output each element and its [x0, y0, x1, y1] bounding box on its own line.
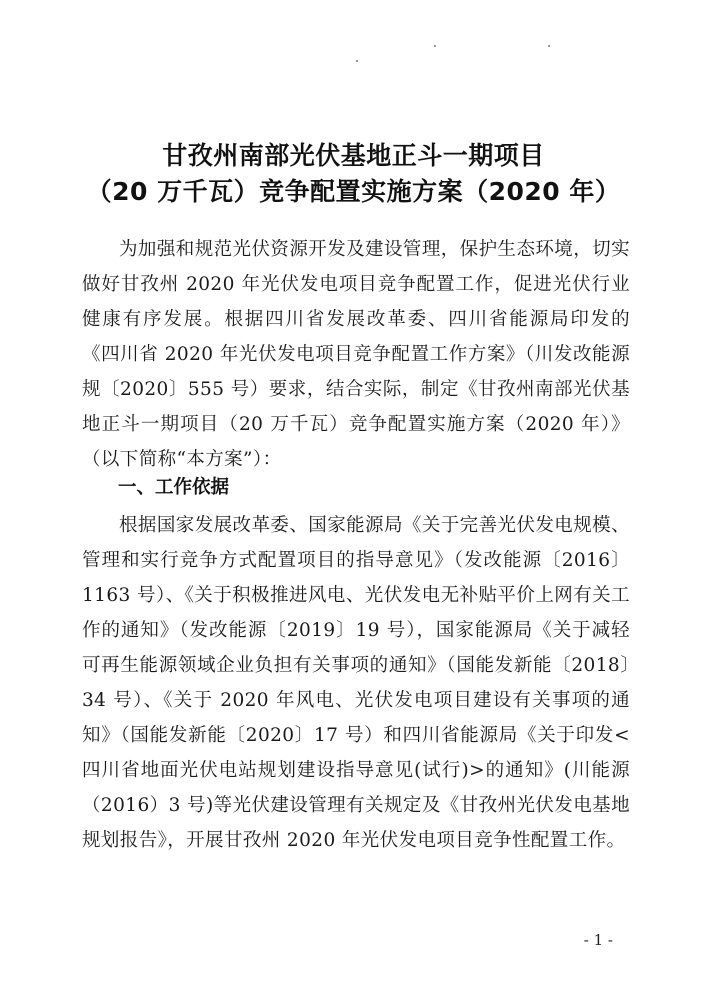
document-title-line-1: 甘孜州南部光伏基地正斗一期项目 [162, 141, 545, 170]
scan-speck [434, 45, 436, 47]
scan-speck [548, 45, 550, 47]
page-number: - 1 - [583, 931, 613, 949]
section-heading-work-basis: 一、工作依据 [118, 477, 230, 498]
document-title-line-2: （20 万千瓦）竞争配置实施方案（2020 年） [86, 177, 621, 206]
intro-paragraph: 为加强和规范光伏资源开发及建设管理，保护生态环境，切实做好甘孜州 2020 年光伏发电项目竞争配置工作，促进光伏行业健康有序发展。根据四川省发展改革委、四川省能源局印发的《四川省 2020 年光伏发电项目竞争配置工作方案》（川发改能源规〔2020〕555 号）要求，结合实际，制定《甘孜州南部光伏基地正斗一期项目（20 万千瓦）竞争配置实施方案（2020 年）》（以下简称“本方案”）： [82, 239, 630, 470]
scan-speck [356, 60, 358, 62]
section-paragraph-work-basis: 根据国家发展改革委、国家能源局《关于完善光伏发电规模、管理和实行竞争方式配置项目的指导意见》（发改能源〔2016〕1163 号）、《关于积极推进风电、光伏发电无补贴平价上网有关工作的通知》（发改能源〔2019〕19 号），国家能源局《关于减轻可再生能源领域企业负担有关事项的通知》（国能发新能〔2018〕34 号）、《关于 2020 年风电、光伏发电项目建设有关事项的通知》（国能发新能〔2020〕17 号）和四川省能源局《关于印发<四川省地面光伏电站规划建设指导意见(试行)>的通知》(川能源（2016）3 号)等光伏建设管理有关规定及《甘孜州光伏发电基地规划报告》，开展甘孜州 2020 年光伏发电项目竞争性配置工作。 [82, 515, 630, 851]
